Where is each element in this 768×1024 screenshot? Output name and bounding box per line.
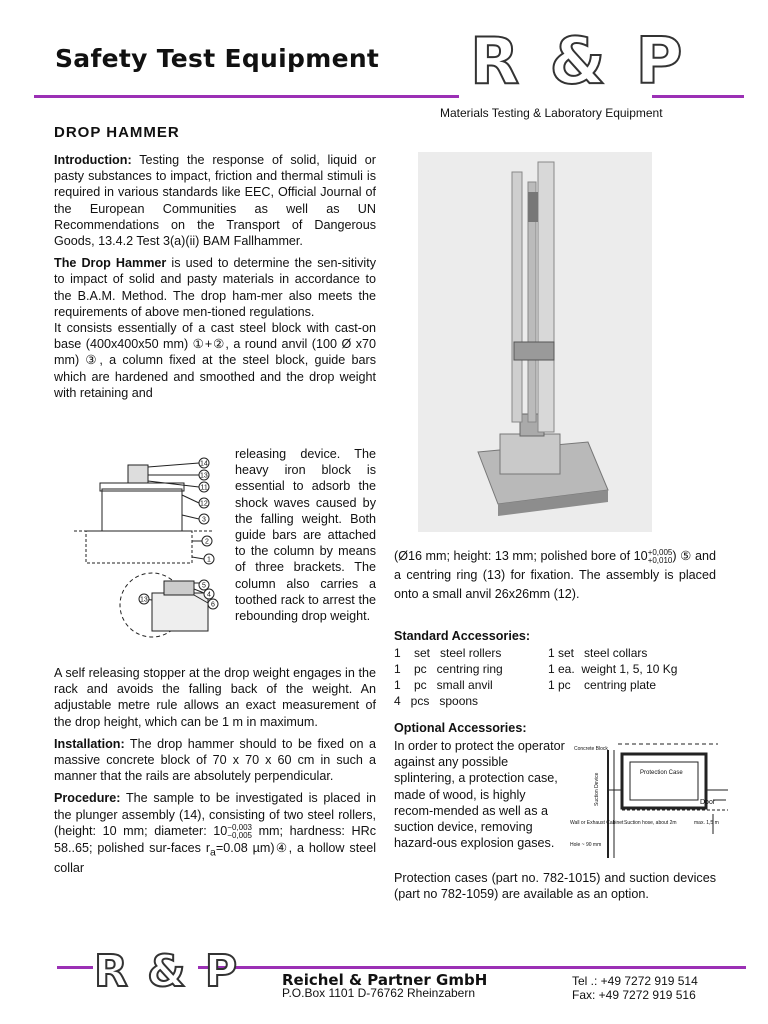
diagram-label-case: Protection Case [640, 770, 683, 776]
right-column-text: (Ø16 mm; height: 13 mm; polished bore of 10+0,005 +0,010) ⑤ and a centring ring (13) for fixation. The assembly is placed onto a small anvil 26x26mm (12). [394, 547, 716, 601]
footer-address: P.O.Box 1101 D-76762 Rheinzabern [282, 986, 476, 1000]
diagram-label: 3 [202, 516, 206, 524]
drop-hammer-illustration [418, 152, 652, 532]
diagram-label-suction: Suction Device [594, 772, 600, 806]
accessory-item: 4 pcs spoons [394, 694, 479, 708]
document-heading: DROP HAMMER [54, 124, 180, 141]
header-rule-left [34, 95, 459, 98]
optional-accessories-title: Optional Accessories: [394, 721, 527, 735]
optional-accessories-text: In order to protect the operator against any possible splintering, a protection case, made of wood, is highly recom-mended as well as a suction device, removing hazard-ous explosion gases. [394, 739, 565, 851]
footer-contact [572, 974, 698, 1002]
plunger-assembly-diagram [64, 455, 234, 645]
diagram-label: 14 [200, 460, 208, 468]
footer-company: Reichel & Partner GmbH [282, 971, 488, 989]
diagram-label: 6 [211, 601, 215, 609]
procedure-paragraph: Procedure: The sample to be investigated is placed in the plunger assembly (14), consisting of two steel rollers, (height: 10 mm; diameter: 10−0,003 −0,005 mm; hardness: HRc 58..65; polished sur-faces $r_a=0.08$ µm)④, a hollow steel collar [54, 791, 377, 876]
diagram-label-door: Door [700, 799, 716, 806]
diagram-label-max: max. 1,5 m [694, 820, 719, 826]
wrap-text: releasing device. The heavy iron block is essential to adsorb the shock waves caused by the falling weight. Both guide bars are attached to the column by means of three brackets. The column also carries a toothed rack to arrest the rebounding drop weight. [235, 447, 376, 624]
diagram-label: 5 [202, 582, 206, 590]
footer-rule-right [198, 966, 746, 969]
standard-accessories-title: Standard Accessories: [394, 629, 531, 643]
diagram-label: 11 [200, 484, 208, 492]
diagram-label: 12 [200, 500, 208, 508]
diagram-label: 1 [207, 556, 211, 564]
stopper-paragraph: A self releasing stopper at the drop weight engages in the rack and avoids the falling back of the weight. An adjustable metre rule allows an exact measurement of the drop height, which can be 1 m in maximum. [54, 666, 376, 729]
diagram-label: 13 [200, 472, 208, 480]
header-subtitle: Materials Testing & Laboratory Equipment [440, 106, 663, 120]
diagram-label-hose: Suction hose, about 2m [624, 820, 677, 826]
accessory-item: 1 set steel rollers [394, 646, 502, 660]
standard-accessories-left [394, 645, 503, 709]
accessory-item: 1 pc small anvil [394, 678, 493, 692]
protection-cases-text: Protection cases (part no. 782-1015) and suction devices (part no 782-1059) are available as an option. [394, 871, 716, 902]
drop-hammer-paragraph: The Drop Hammer is used to determine the sen-sitivity to impact of solid and pasty materials in accordance to the B.A.M. Method. The drop ham-mer also meets the requirements of above men-tioned regulations. [54, 256, 376, 319]
drop-hammer-photo [418, 152, 652, 532]
diagram-label-concrete: Concrete Block [574, 746, 608, 752]
accessory-item: 1 pc centring ring [394, 662, 503, 676]
diagram-label: 13 [140, 596, 148, 604]
consists-paragraph: It consists essentially of a cast steel block with cast-on base (400x400x50 mm) ①+②, a round anvil (100 Ø x70 mm) ③, a column fixed at the steel block, guide bars which are hardened and smoothed and the drop weight with retaining and [54, 321, 376, 400]
accessory-item: 1 set steel collars [548, 646, 648, 660]
installation-paragraph: Installation: The drop hammer should to be fixed on a massive concrete block of 70 x 70 x 60 cm in such a manner that the rails are absolutely perpendicular. [54, 736, 376, 784]
page-title: Safety Test Equipment [55, 44, 380, 73]
diagram-label: 4 [207, 591, 211, 599]
accessory-item: 1 ea. weight 1, 5, 10 Kg [548, 662, 678, 676]
accessory-item: 1 pc centring plate [548, 678, 657, 692]
footer-tel: Tel .: +49 7272 919 514 [572, 974, 698, 988]
diagram-label: 2 [205, 538, 209, 546]
left-column-lower [54, 665, 376, 882]
diagram-label-wall: Wall or Exhaust Cabinet [570, 820, 624, 826]
standard-accessories-right [548, 645, 677, 693]
footer-logo: R & P [94, 946, 240, 997]
footer-rule-left [57, 966, 93, 969]
installation-diagram [568, 740, 728, 858]
diagram-label-hole: Hole ~ 90 mm [570, 842, 602, 848]
left-column [54, 152, 376, 401]
company-logo: R & P [470, 25, 687, 99]
footer-fax: Fax: +49 7272 919 516 [572, 988, 696, 1002]
intro-paragraph: Introduction: Testing the response of solid, liquid or pasty substances to impact, friction and thermal stimuli is required in various standards like EEC, Official Journal of the European Communities as well as UN Recommendations on the Transport of Dangerous Goods, 13.4.2 Test 3(a)(ii) BAM Fallhammer. [54, 153, 376, 249]
